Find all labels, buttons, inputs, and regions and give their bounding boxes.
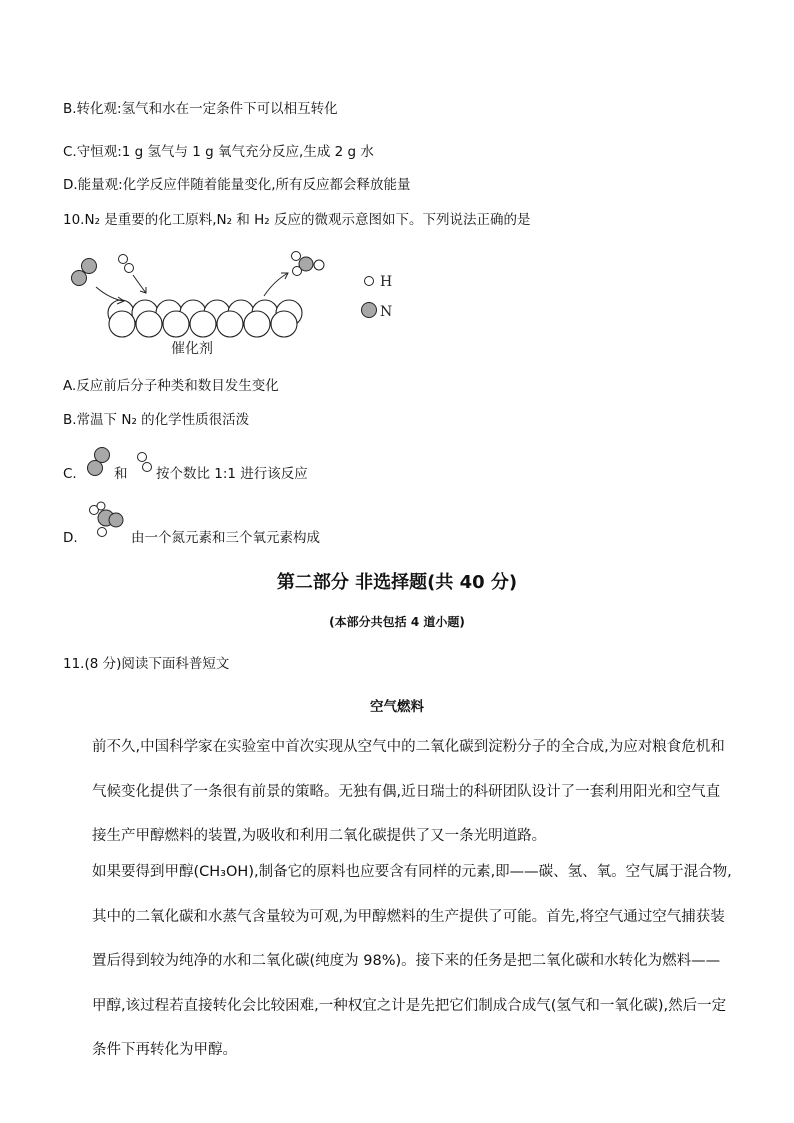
- paragraph-1-text: 前不久,中国科学家在实验室中首次实现从空气中的二氧化碳到淀粉分子的全合成,为应对粮食危机和气候变化提供了一条很有前景的策略。无独有偶,近日瑞士的科研团队设计了一套利用阳光和空气直接生产甲醇燃料的装置,为吸收和利用二氧化碳提供了又一条光明道路。: [92, 739, 725, 844]
- q9-option-c: C.守恒观:1 g 氢气与 1 g 氧气充分反应,生成 2 g 水: [63, 144, 374, 160]
- reaction-diagram: [60, 245, 360, 365]
- arrow-catalyst-to-nh3: [264, 273, 288, 296]
- n2-molecule-reactant: [72, 259, 97, 286]
- q10-stem: 10.N₂ 是重要的化工原料,N₂ 和 H₂ 反应的微观示意图如下。下列说法正确的是: [63, 212, 531, 228]
- hydrogen-atom-icon: [365, 277, 374, 286]
- q11-stem: 11.(8 分)阅读下面科普短文: [63, 656, 230, 672]
- q10-option-c-text: 按个数比 1:1 进行该反应: [156, 466, 308, 482]
- q10-option-d-text: 由一个氮元素和三个氧元素构成: [131, 530, 320, 546]
- atom-legend: [360, 270, 420, 325]
- option-d-nh3-molecule: [86, 502, 126, 538]
- q9-option-d: D.能量观:化学反应伴随着能量变化,所有反应都会释放能量: [63, 177, 411, 193]
- q10-option-c-and: 和: [114, 466, 128, 482]
- nitrogen-atom-icon: [362, 303, 377, 318]
- part2-subtitle: (本部分共包括 4 道小题): [329, 615, 465, 629]
- option-c-n2-molecule: [86, 446, 112, 478]
- arrow-h2-to-catalyst: [133, 275, 146, 293]
- arrow-n2-to-catalyst: [96, 287, 124, 301]
- article-title: 空气燃料: [370, 699, 424, 715]
- q10-option-d-prefix: D.: [63, 530, 78, 546]
- legend-h-label: H: [380, 274, 393, 290]
- catalyst-surface: [108, 300, 302, 337]
- part2-title: 第二部分 非选择题(共 40 分): [276, 572, 518, 593]
- option-c-h2-molecule: [136, 452, 156, 474]
- article-paragraph-1: [63, 725, 733, 859]
- q10-option-b: B.常温下 N₂ 的化学性质很活泼: [63, 412, 250, 428]
- q10-option-c-prefix: C.: [63, 466, 77, 482]
- paragraph-2-text: 如果要得到甲醇(CH₃OH),制备它的原料也应要含有同样的元素,即——碳、氢、氧。空气属于混合物,其中的二氧化碳和水蒸气含量较为可观,为甲醇燃料的生产提供了可能。首先,将空气通过空气捕获装置后得到较为纯净的水和二氧化碳(纯度为 98%)。接下来的任务是把二氧化碳和水转化为燃料——甲醇,该过程若直接转化会比较困难,一种权宜之计是先把它们制成合成气(氢气和一氧化碳),然后一定条件下再转化为甲醇。: [92, 864, 732, 1058]
- article-paragraph-2: [63, 850, 733, 1073]
- nh3-molecule-product: [292, 252, 325, 276]
- q9-option-b: B.转化观:氢气和水在一定条件下可以相互转化: [63, 101, 338, 117]
- catalyst-label: 催化剂: [171, 341, 213, 357]
- h2-molecule-reactant: [119, 255, 134, 273]
- legend-n-label: N: [380, 304, 393, 320]
- q10-option-a: A.反应前后分子种类和数目发生变化: [63, 378, 279, 394]
